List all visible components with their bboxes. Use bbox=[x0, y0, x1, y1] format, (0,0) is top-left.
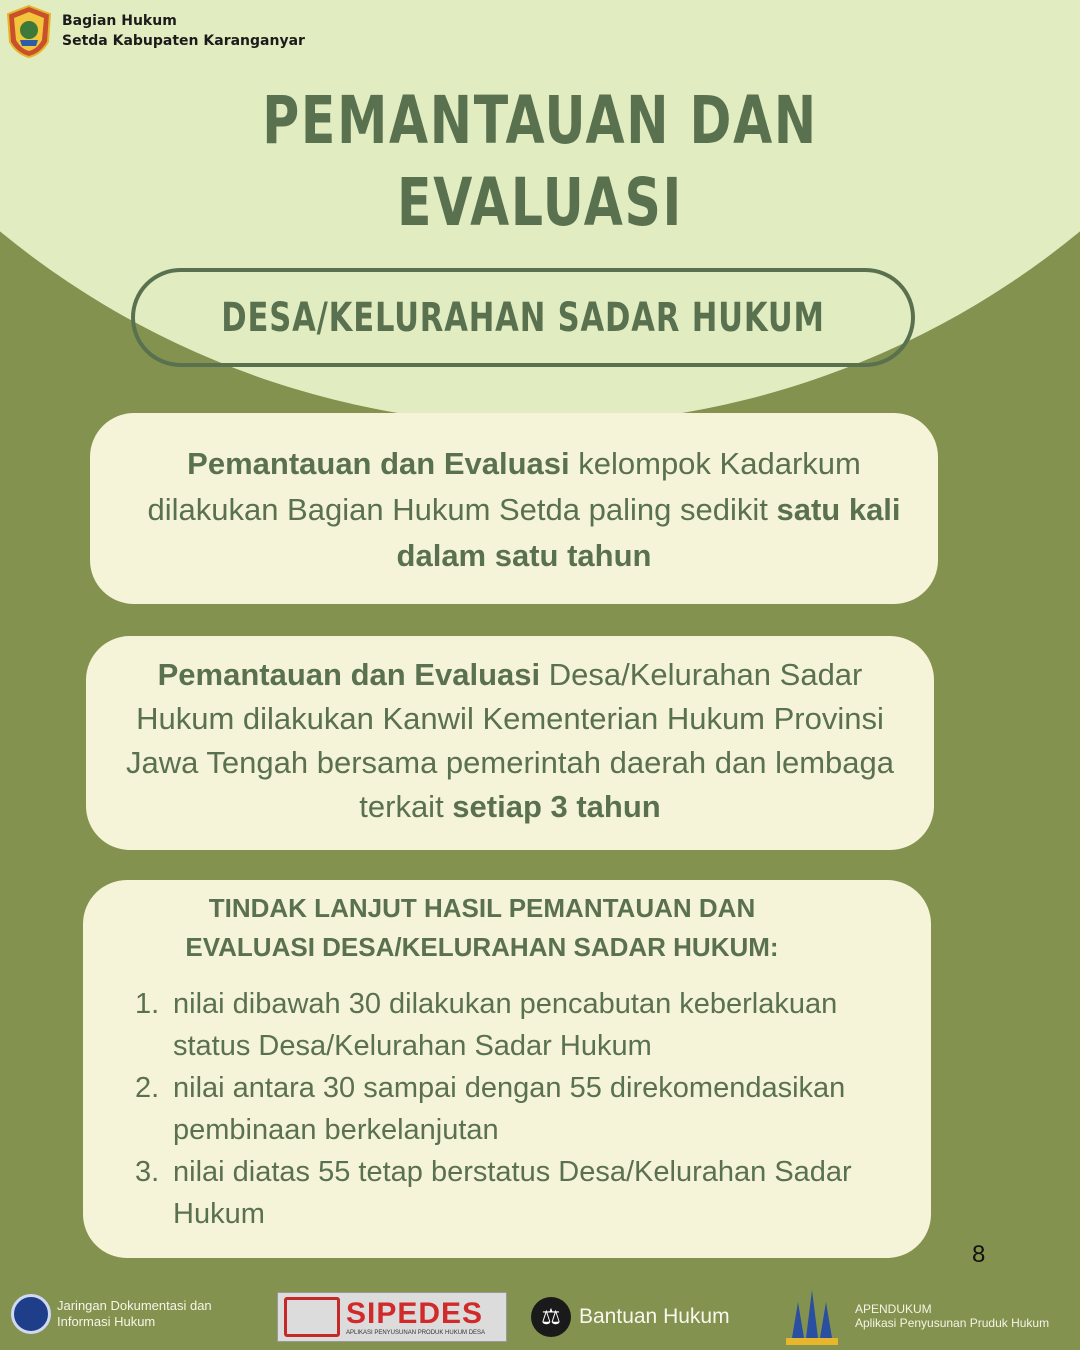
jdih-logo-icon bbox=[11, 1294, 51, 1334]
list-item-text: nilai antara 30 sampai dengan 55 direkomendasikan pembinaan berkelanjutan bbox=[173, 1072, 846, 1146]
footer-bantuan-hukum[interactable] bbox=[531, 1297, 730, 1337]
apendukum-subtitle: Aplikasi Penyusunan Pruduk Hukum bbox=[855, 1316, 1050, 1330]
info-card-2 bbox=[86, 636, 934, 850]
footer-jdih[interactable] bbox=[11, 1294, 212, 1334]
apendukum-title: APENDUKUM bbox=[855, 1302, 932, 1316]
header bbox=[6, 4, 305, 58]
list-item-text: nilai dibawah 30 dilakukan pencabutan keberlakuan status Desa/Kelurahan Sadar Hukum bbox=[173, 988, 838, 1062]
follow-up-list bbox=[123, 983, 901, 1235]
card2-text: Desa/Kelurahan Sadar Hukum dilakukan Kanwil Kementerian Hukum Provinsi Jawa Tengah bersama pemerintah daerah dan lembaga terkait bbox=[125, 657, 895, 824]
subtitle-pill bbox=[131, 268, 915, 367]
title-line1: PEMANTAUAN DAN bbox=[262, 82, 818, 159]
follow-up-title-line2: EVALUASI DESA/KELURAHAN SADAR HUKUM: bbox=[185, 932, 779, 962]
page-title bbox=[81, 80, 999, 244]
list-item-number: 2. bbox=[135, 1072, 160, 1104]
footer-sipedes[interactable] bbox=[277, 1292, 507, 1342]
footer-apendukum[interactable] bbox=[855, 1302, 1049, 1330]
sipedes-wordmark: SIPEDES bbox=[346, 1297, 484, 1330]
list-item bbox=[135, 1151, 901, 1235]
sipedes-subtitle: APLIKASI PENYUSUNAN PRODUK HUKUM DESA bbox=[346, 1330, 486, 1336]
card1-text: kelompok Kadarkum dilakukan Bagian Hukum Setda paling sedikit bbox=[147, 446, 861, 527]
scales-icon: ⚖ bbox=[531, 1297, 571, 1337]
list-item-text: nilai diatas 55 tetap berstatus Desa/Kelurahan Sadar Hukum bbox=[173, 1156, 852, 1230]
bantuan-hukum-label: Bantuan Hukum bbox=[579, 1305, 730, 1328]
card1-bold-frequency: satu kali dalam satu tahun bbox=[396, 492, 901, 573]
sipedes-book-icon bbox=[284, 1297, 340, 1337]
jdih-line2: Informasi Hukum bbox=[57, 1314, 156, 1329]
page-number: 8 bbox=[972, 1241, 986, 1268]
card1-bold-lead: Pemantauan dan Evaluasi bbox=[187, 446, 570, 481]
apendukum-logo-icon[interactable] bbox=[782, 1288, 842, 1346]
follow-up-card bbox=[83, 880, 931, 1258]
footer bbox=[0, 1280, 1080, 1350]
follow-up-title bbox=[123, 889, 901, 967]
card2-bold-frequency: setiap 3 tahun bbox=[452, 789, 661, 824]
karanganyar-emblem-icon bbox=[6, 4, 52, 58]
card2-bold-lead: Pemantauan dan Evaluasi bbox=[157, 657, 541, 692]
list-item bbox=[135, 983, 901, 1067]
title-line2: EVALUASI bbox=[397, 164, 683, 241]
jdih-line1: Jaringan Dokumentasi dan bbox=[57, 1298, 212, 1313]
follow-up-title-line1: TINDAK LANJUT HASIL PEMANTAUAN DAN bbox=[208, 893, 756, 923]
header-org-line2: Setda Kabupaten Karanganyar bbox=[62, 33, 305, 49]
list-item-number: 3. bbox=[135, 1156, 160, 1188]
list-item bbox=[135, 1067, 901, 1151]
header-org-line1: Bagian Hukum bbox=[62, 13, 177, 29]
list-item-number: 1. bbox=[135, 988, 160, 1020]
subtitle-text: DESA/KELURAHAN SADAR HUKUM bbox=[221, 294, 825, 341]
info-card-1 bbox=[90, 413, 938, 604]
